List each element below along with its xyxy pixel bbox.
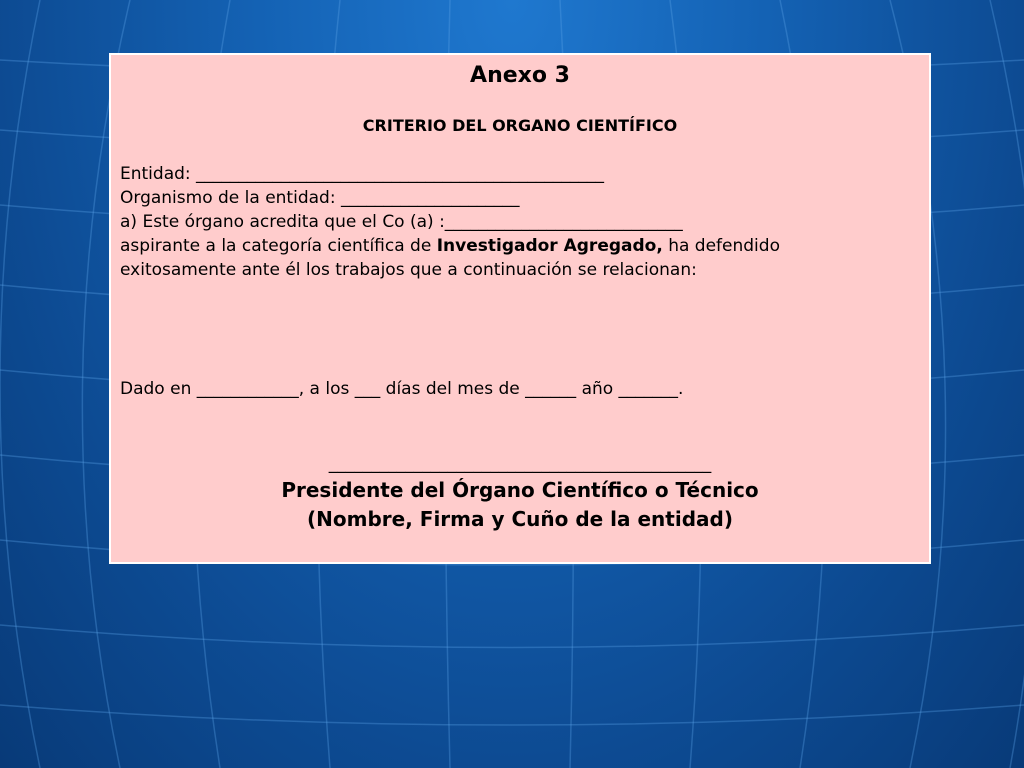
organismo-line: Organismo de la entidad: _____________________ [120, 188, 520, 208]
category-name: Investigador Agregado, [436, 236, 663, 256]
aspirante-text: aspirante a la categoría científica de [120, 236, 437, 256]
entidad-line: Entidad: ________________________________________________ [120, 164, 605, 184]
signature-title: Presidente del Órgano Científico o Técnico [281, 478, 759, 502]
section-heading: CRITERIO DEL ORGANO CIENTÍFICO [362, 116, 678, 135]
acredita-line: a) Este órgano acredita que el Co (a) :____________________________ [120, 212, 683, 232]
aspirante-text-end: ha defendido [662, 236, 780, 256]
page-title: Anexo 3 [470, 63, 570, 88]
exitosamente-line: exitosamente ante él los trabajos que a continuación se relacionan: [120, 260, 697, 280]
dado-en-line: Dado en ____________, a los ___ días del mes de ______ año _______. [120, 379, 684, 399]
signature-subtitle: (Nombre, Firma y Cuño de la entidad) [307, 507, 733, 531]
annex-form-card [109, 53, 931, 564]
signature-line: _____________________________________________ [328, 454, 712, 474]
aspirante-line [120, 238, 780, 255]
